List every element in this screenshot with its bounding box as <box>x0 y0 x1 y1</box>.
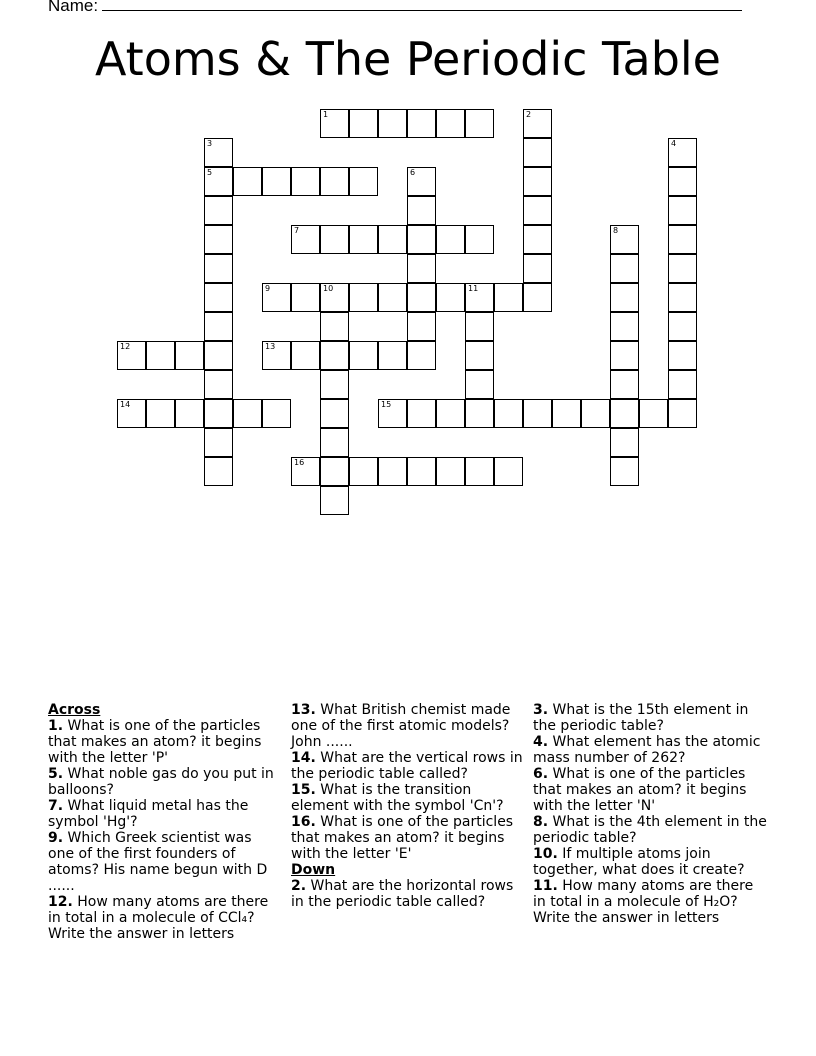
grid-cell[interactable] <box>204 167 233 196</box>
grid-cell[interactable] <box>523 109 552 138</box>
grid-cell[interactable] <box>668 283 697 312</box>
name-label: Name: <box>48 0 99 15</box>
grid-cell[interactable] <box>407 225 436 254</box>
grid-cell[interactable] <box>349 225 378 254</box>
clue-across-13: 13. What British chemist made one of the first atomic models? John ...... <box>291 702 511 750</box>
grid-cell[interactable] <box>610 370 639 399</box>
clue-number: 13 <box>265 342 276 351</box>
grid-cell[interactable] <box>291 225 320 254</box>
clue-across-5: 5. What noble gas do you put in balloons? <box>48 766 274 798</box>
grid-cell[interactable] <box>117 341 146 370</box>
grid-cell[interactable] <box>378 109 407 138</box>
clues-column-3 <box>533 702 769 926</box>
grid-cell[interactable] <box>349 167 378 196</box>
grid-cell[interactable] <box>465 312 494 341</box>
grid-cell[interactable] <box>378 341 407 370</box>
grid-cell[interactable] <box>494 457 523 486</box>
grid-cell[interactable] <box>291 341 320 370</box>
grid-cell[interactable] <box>523 196 552 225</box>
grid-cell[interactable] <box>204 225 233 254</box>
grid-cell[interactable] <box>320 457 349 486</box>
grid-cell[interactable] <box>436 399 465 428</box>
clue-across-16: 16. What is one of the particles that makes an atom? it begins with the letter 'E' <box>291 814 514 862</box>
clue-across-12: 12. How many atoms are there in total in a molecule of CCl₄? Write the answer in letters <box>48 894 269 942</box>
grid-cell[interactable] <box>523 138 552 167</box>
grid-cell[interactable] <box>378 457 407 486</box>
grid-cell[interactable] <box>378 399 407 428</box>
clue-number: 15 <box>381 400 392 409</box>
clue-number: 9 <box>265 284 271 293</box>
grid-cell[interactable] <box>465 341 494 370</box>
grid-cell[interactable] <box>465 109 494 138</box>
clue-across-1: 1. What is one of the particles that makes an atom? it begins with the letter 'P' <box>48 718 262 766</box>
grid-cell[interactable] <box>668 196 697 225</box>
grid-cell[interactable] <box>552 399 581 428</box>
grid-cell[interactable] <box>262 399 291 428</box>
grid-cell[interactable] <box>407 457 436 486</box>
grid-cell[interactable] <box>610 254 639 283</box>
clue-across-9: 9. Which Greek scientist was one of the first founders of atoms? His name begun with D ...... <box>48 830 268 894</box>
grid-cell[interactable] <box>407 399 436 428</box>
clue-number: 1 <box>323 110 329 119</box>
grid-cell[interactable] <box>233 399 262 428</box>
grid-cell[interactable] <box>523 167 552 196</box>
grid-cell[interactable] <box>291 457 320 486</box>
grid-cell[interactable] <box>668 370 697 399</box>
grid-cell[interactable] <box>320 341 349 370</box>
grid-cell[interactable] <box>320 283 349 312</box>
clue-down-4: 4. What element has the atomic mass number of 262? <box>533 734 761 766</box>
grid-cell[interactable] <box>523 225 552 254</box>
grid-cell[interactable] <box>204 341 233 370</box>
grid-cell[interactable] <box>436 457 465 486</box>
clue-number: 8 <box>613 226 619 235</box>
grid-cell[interactable] <box>320 486 349 515</box>
grid-cell[interactable] <box>465 399 494 428</box>
clue-down-3: 3. What is the 15th element in the periodic table? <box>533 702 749 734</box>
grid-cell[interactable] <box>320 109 349 138</box>
grid-cell[interactable] <box>668 312 697 341</box>
grid-cell[interactable] <box>610 225 639 254</box>
grid-cell[interactable] <box>204 283 233 312</box>
grid-cell[interactable] <box>291 283 320 312</box>
grid-cell[interactable] <box>378 283 407 312</box>
grid-cell[interactable] <box>262 283 291 312</box>
grid-cell[interactable] <box>668 254 697 283</box>
clues-column-2 <box>291 702 523 910</box>
grid-cell[interactable] <box>175 341 204 370</box>
grid-cell[interactable] <box>349 457 378 486</box>
grid-cell[interactable] <box>320 428 349 457</box>
grid-cell[interactable] <box>146 341 175 370</box>
grid-cell[interactable] <box>262 341 291 370</box>
grid-cell[interactable] <box>494 399 523 428</box>
grid-cell[interactable] <box>610 312 639 341</box>
clue-number: 6 <box>410 168 416 177</box>
clue-down-10: 10. If multiple atoms join together, what does it create? <box>533 846 745 878</box>
grid-cell[interactable] <box>378 225 407 254</box>
down-header: Down <box>291 862 336 878</box>
grid-cell[interactable] <box>436 225 465 254</box>
grid-cell[interactable] <box>175 399 204 428</box>
grid-cell[interactable] <box>320 370 349 399</box>
clue-number: 3 <box>207 139 213 148</box>
grid-cell[interactable] <box>465 225 494 254</box>
grid-cell[interactable] <box>204 457 233 486</box>
grid-cell[interactable] <box>204 196 233 225</box>
grid-cell[interactable] <box>668 167 697 196</box>
grid-cell[interactable] <box>407 109 436 138</box>
across-header: Across <box>48 702 101 718</box>
grid-cell[interactable] <box>146 399 175 428</box>
grid-cell[interactable] <box>204 312 233 341</box>
grid-cell[interactable] <box>233 167 262 196</box>
grid-cell[interactable] <box>610 428 639 457</box>
clue-across-14: 14. What are the vertical rows in the periodic table called? <box>291 750 523 782</box>
grid-cell[interactable] <box>349 283 378 312</box>
grid-cell[interactable] <box>349 109 378 138</box>
clues-column-1 <box>48 702 280 942</box>
grid-cell[interactable] <box>668 138 697 167</box>
grid-cell[interactable] <box>117 399 146 428</box>
grid-cell[interactable] <box>668 341 697 370</box>
clue-number: 11 <box>468 284 479 293</box>
grid-cell[interactable] <box>204 138 233 167</box>
grid-cell[interactable] <box>465 370 494 399</box>
clue-number: 14 <box>120 400 131 409</box>
grid-cell[interactable] <box>610 457 639 486</box>
grid-cell[interactable] <box>523 254 552 283</box>
grid-cell[interactable] <box>320 312 349 341</box>
grid-cell[interactable] <box>407 341 436 370</box>
grid-cell[interactable] <box>668 225 697 254</box>
grid-cell[interactable] <box>465 283 494 312</box>
grid-cell[interactable] <box>320 167 349 196</box>
grid-cell[interactable] <box>523 283 552 312</box>
grid-cell[interactable] <box>407 312 436 341</box>
grid-cell[interactable] <box>204 370 233 399</box>
grid-cell[interactable] <box>494 283 523 312</box>
grid-cell[interactable] <box>610 283 639 312</box>
clue-number: 10 <box>323 284 334 293</box>
grid-cell[interactable] <box>407 254 436 283</box>
grid-cell[interactable] <box>407 196 436 225</box>
clue-across-7: 7. What liquid metal has the symbol 'Hg'? <box>48 798 249 830</box>
grid-cell[interactable] <box>581 399 610 428</box>
grid-cell[interactable] <box>610 399 639 428</box>
clue-down-6: 6. What is one of the particles that makes an atom? it begins with the letter 'N' <box>533 766 747 814</box>
clue-number: 5 <box>207 168 213 177</box>
grid-cell[interactable] <box>262 167 291 196</box>
grid-cell[interactable] <box>407 167 436 196</box>
grid-cell[interactable] <box>407 283 436 312</box>
clue-down-11: 11. How many atoms are there in total in a molecule of H₂O? Write the answer in letters <box>533 878 754 926</box>
grid-cell[interactable] <box>523 399 552 428</box>
grid-cell[interactable] <box>204 399 233 428</box>
clue-number: 16 <box>294 458 305 467</box>
clue-number: 12 <box>120 342 131 351</box>
grid-cell[interactable] <box>204 254 233 283</box>
grid-cell[interactable] <box>320 225 349 254</box>
grid-cell[interactable] <box>465 457 494 486</box>
clue-number: 4 <box>671 139 677 148</box>
grid-cell[interactable] <box>639 399 668 428</box>
grid-cell[interactable] <box>320 399 349 428</box>
clue-number: 2 <box>526 110 532 119</box>
grid-cell[interactable] <box>436 283 465 312</box>
grid-cell[interactable] <box>291 167 320 196</box>
clue-down-8: 8. What is the 4th element in the periodic table? <box>533 814 767 846</box>
clue-across-15: 15. What is the transition element with the symbol 'Cn'? <box>291 782 504 814</box>
page-title: Atoms & The Periodic Table <box>95 32 721 86</box>
grid-cell[interactable] <box>668 399 697 428</box>
grid-cell[interactable] <box>436 109 465 138</box>
grid-cell[interactable] <box>610 341 639 370</box>
grid-cell[interactable] <box>349 341 378 370</box>
grid-cell[interactable] <box>204 428 233 457</box>
clue-number: 7 <box>294 226 300 235</box>
clue-down-2: 2. What are the horizontal rows in the periodic table called? <box>291 878 514 910</box>
